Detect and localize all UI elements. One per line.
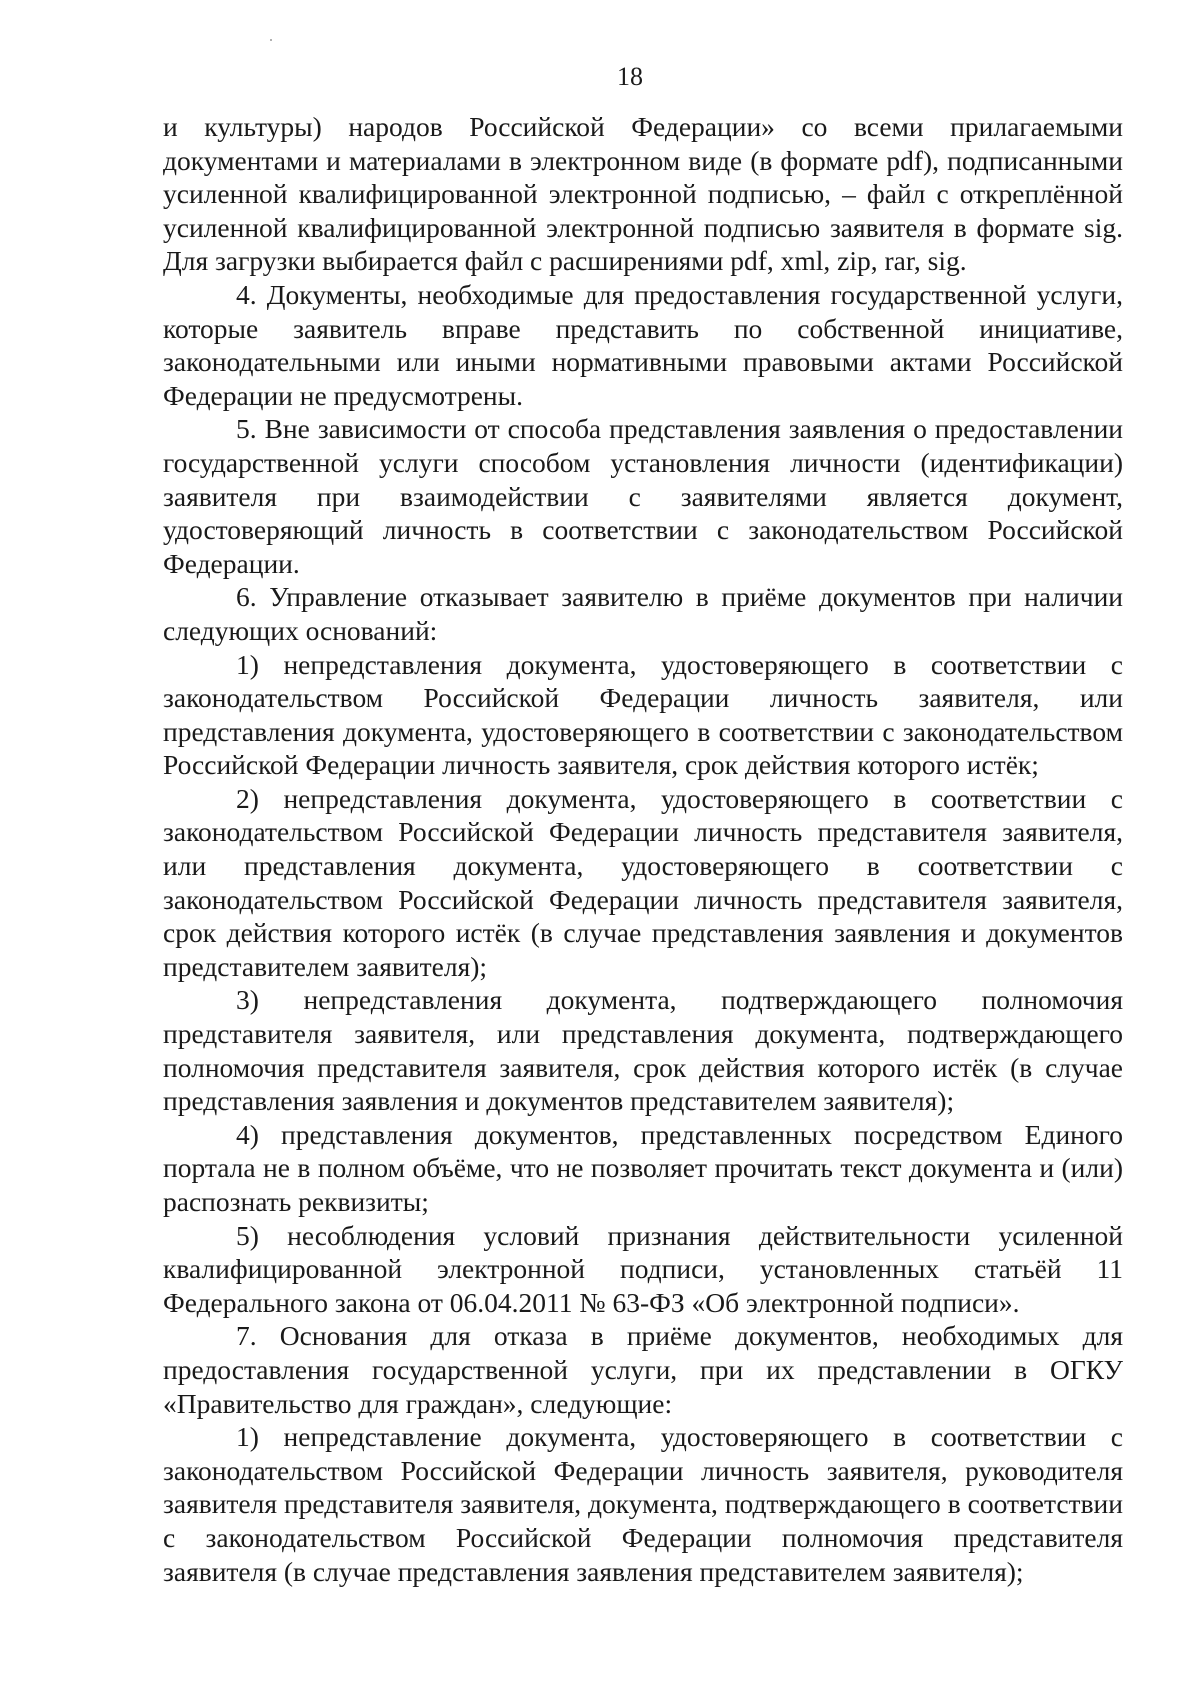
paragraph-item-6-1: 1) непредставления документа, удостоверяющего в соответствии с законодательством Российской Федерации личность заявителя, или представления документа, удостоверяющего в соответствии с законодательством Российской Федерации личность заявителя, срок действия которого истёк; xyxy=(163,648,1123,781)
paragraph-item-6-5: 5) несоблюдения условий признания действительности усиленной квалифицированной электронной подписи, установленных статьёй 11 Федерального закона от 06.04.2011 № 63-ФЗ «Об электронной подписи». xyxy=(163,1219,1123,1318)
paragraph-item-7-1: 1) непредставление документа, удостоверяющего в соответствии с законодательством Российской Федерации личность заявителя, руководителя заявителя представителя заявителя, документа, подтверждающего в соответствии с законодательством Российской Федерации полномочия представителя заявителя (в случае представления заявления представителем заявителя); xyxy=(163,1421,1123,1587)
paragraph-item-6: 6. Управление отказывает заявителю в приёме документов при наличии следующих оснований: xyxy=(163,581,1123,646)
paragraph-item-5: 5. Вне зависимости от способа представления заявления о предоставлении государственной услуги способом установления личности (идентификации) заявителя при взаимодействии с заявителями является документ, удостоверяющий личность в соответствии с законодательством Российской Федерации. xyxy=(163,413,1123,579)
scan-artifact xyxy=(270,39,272,41)
paragraph-item-6-2: 2) непредставления документа, удостоверяющего в соответствии с законодательством Российской Федерации личность представителя заявителя, или представления документа, удостоверяющего в соответствии с законодательством Российской Федерации личность представителя заявителя, срок действия которого истёк (в случае представления заявления и документов представителем заявителя); xyxy=(163,782,1123,982)
page-number: 18 xyxy=(617,62,643,91)
paragraph-item-4: 4. Документы, необходимые для предоставления государственной услуги, которые заявитель вправе представить по собственной инициативе, законодательными или иными нормативными правовыми актами Российской Федерации не предусмотрены. xyxy=(163,278,1123,411)
document-body xyxy=(163,110,1123,1588)
paragraph-item-6-3: 3) непредставления документа, подтверждающего полномочия представителя заявителя, или представления документа, подтверждающего полномочия представителя заявителя, срок действия которого истёк (в случае представления заявления и документов представителем заявителя); xyxy=(163,984,1123,1117)
paragraph-item-6-4: 4) представления документов, представленных посредством Единого портала не в полном объёме, что не позволяет прочитать текст документа и (или) распознать реквизиты; xyxy=(163,1118,1123,1217)
paragraph-item-7: 7. Основания для отказа в приёме документов, необходимых для предоставления государственной услуги, при их представлении в ОГКУ «Правительство для граждан», следующие: xyxy=(163,1320,1123,1419)
paragraph-continuation: и культуры) народов Российской Федерации» со всеми прилагаемыми документами и материалами в электронном виде (в формате pdf), подписанными усиленной квалифицированной электронной подписью, – файл с откреплённой усиленной квалифицированной электронной подписью заявителя в формате sig. Для загрузки выбирается файл с расширениями pdf, xml, zip, rar, sig. xyxy=(163,111,1123,277)
